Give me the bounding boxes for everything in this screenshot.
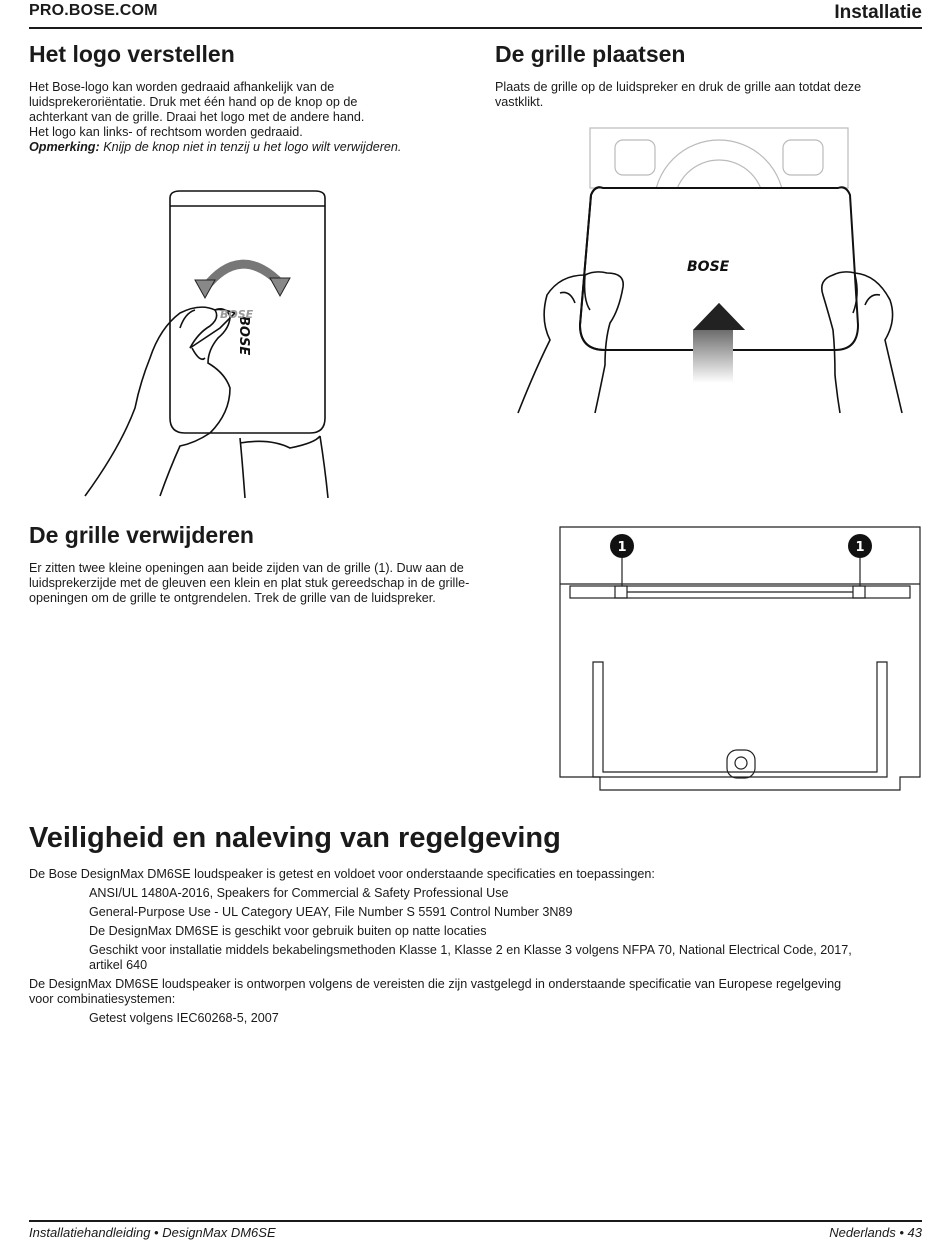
logo-rotate-illustration (80, 188, 340, 498)
bose-logo: BOSE (687, 259, 730, 275)
footer-rule (29, 1220, 922, 1222)
logo-section-title: Het logo verstellen (29, 41, 235, 67)
place-section-body (495, 80, 925, 110)
header-rule (29, 27, 922, 29)
safety-item-line: Geschikt voor installatie middels bekabelingsmethoden Klasse 1, Klasse 2 en Klasse 3 volgens NFPA 70, National Electrical Code, 2017, (89, 943, 852, 957)
remove-body-line: openingen om de grille te ontgrendelen. Trek de grille van de luidspreker. (29, 591, 436, 605)
safety-eu-item: Getest volgens IEC60268-5, 2007 (89, 1011, 279, 1025)
safety-eu-intro (29, 977, 924, 1007)
remove-section-title: De grille verwijderen (29, 522, 254, 548)
safety-item-line: artikel 640 (89, 958, 148, 972)
remove-section-body (29, 561, 539, 606)
safety-item: General-Purpose Use - UL Category UEAY, File Number S 5591 Control Number 3N89 (89, 905, 573, 919)
callout-1-left: 1 (617, 540, 627, 555)
place-section-title: De grille plaatsen (495, 41, 686, 67)
bose-logo-ghost: BOSE (220, 308, 254, 321)
place-body-line: vastklikt. (495, 95, 544, 109)
logo-body-line: luidsprekeroriëntatie. Druk met één hand op de knop op de (29, 95, 358, 109)
logo-section-body (29, 80, 469, 155)
footer-left: Installatiehandleiding • DesignMax DM6SE (29, 1225, 276, 1240)
remove-body-line: luidsprekerzijde met de gleuven een klein en plat stuk gereedschap in de grille- (29, 576, 470, 590)
place-body-line: Plaats de grille op de luidspreker en druk de grille aan totdat deze (495, 80, 862, 94)
logo-body-line: Het Bose-logo kan worden gedraaid afhankelijk van de (29, 80, 335, 94)
logo-body-line: Het logo kan links- of rechtsom worden gedraaid. (29, 125, 303, 139)
safety-eu-line: De DesignMax DM6SE loudspeaker is ontworpen volgens de vereisten die zijn vastgelegd in onderstaande specificatie van Europese regelgeving (29, 977, 842, 991)
grille-place-illustration (515, 125, 905, 415)
safety-eu-line: voor combinatiesystemen: (29, 992, 176, 1006)
logo-note (29, 140, 469, 155)
site-url: PRO.BOSE.COM (29, 2, 158, 19)
section-title: Installatie (834, 2, 922, 23)
safety-item: De DesignMax DM6SE is geschikt voor gebruik buiten op natte locaties (89, 924, 487, 938)
safety-section-title: Veiligheid en naleving van regelgeving (29, 822, 561, 854)
bose-logo-vertical: BOSE (236, 316, 251, 356)
safety-item: ANSI/UL 1480A-2016, Speakers for Commercial & Safety Professional Use (89, 886, 509, 900)
remove-body-line: Er zitten twee kleine openingen aan beide zijden van de grille (1). Duw aan de (29, 561, 464, 575)
safety-item (29, 943, 924, 973)
logo-body-line: achterkant van de grille. Draai het logo met de andere hand. (29, 110, 365, 124)
grille-remove-illustration (555, 522, 925, 794)
safety-section-body (29, 867, 924, 1030)
safety-intro: De Bose DesignMax DM6SE loudspeaker is getest en voldoet voor onderstaande specificaties en toepassingen: (29, 867, 655, 881)
note-text: Knijp de knop niet in tenzij u het logo wilt verwijderen. (103, 140, 402, 154)
callout-1-right: 1 (855, 540, 865, 555)
footer-right: Nederlands • 43 (829, 1225, 922, 1240)
note-label: Opmerking: (29, 140, 100, 154)
